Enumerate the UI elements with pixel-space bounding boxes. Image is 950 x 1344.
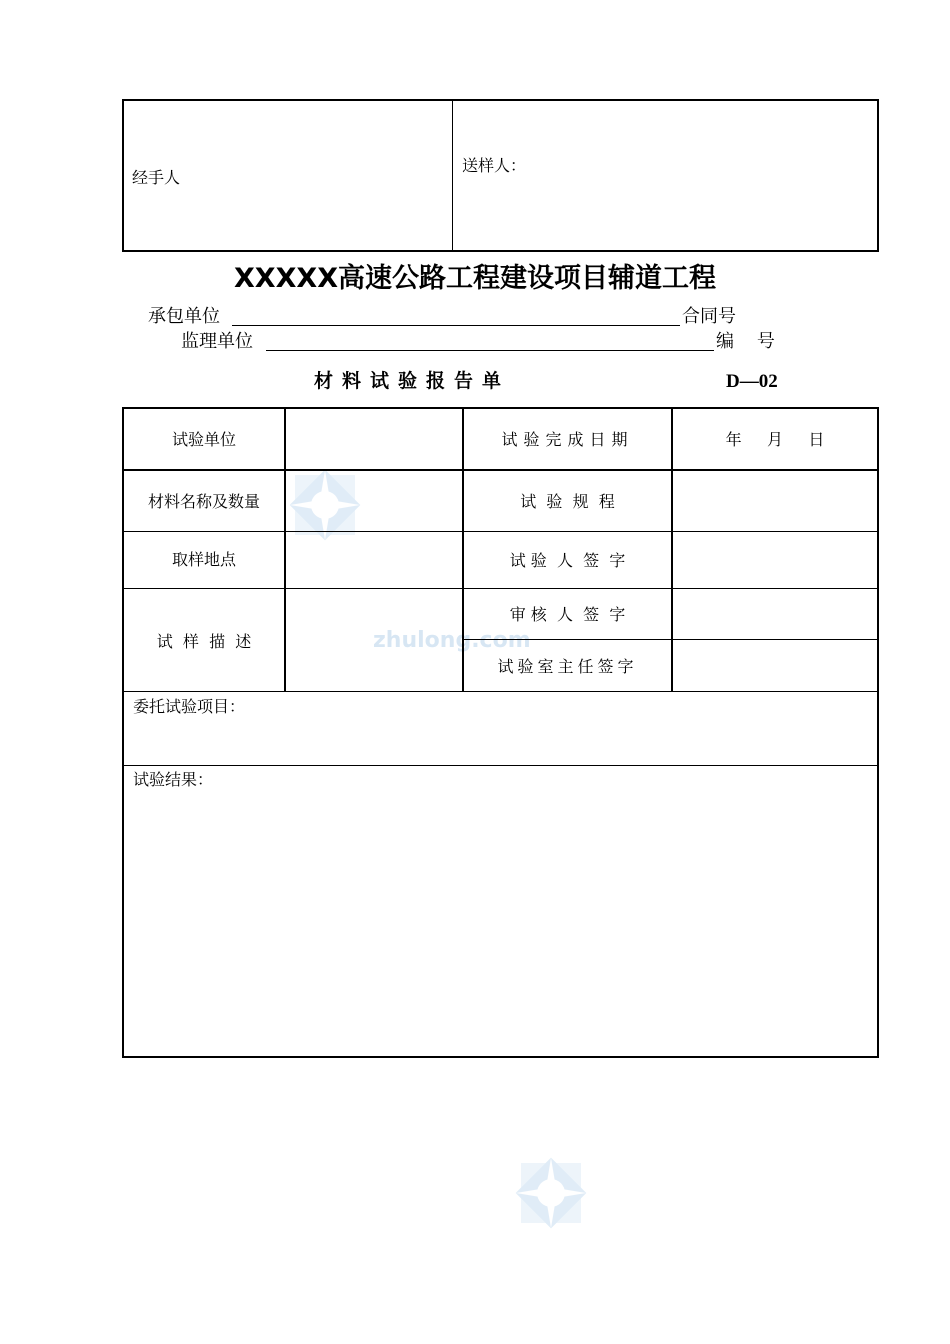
- supervisor-line: [266, 350, 714, 351]
- contractor-line: [232, 325, 680, 326]
- sampling-location-label: 取样地点: [171, 550, 236, 569]
- supervisor-label: 监理单位: [181, 331, 253, 352]
- table-row-divider: [123, 588, 878, 589]
- watermark-logo-icon: [496, 1138, 606, 1248]
- test-unit-label: 试验单位: [171, 430, 236, 449]
- director-sign-label: 试验室主任签字: [497, 657, 638, 676]
- sample-description-label: 试 样 描 述: [156, 632, 252, 651]
- table-col-divider: [671, 408, 673, 692]
- contractor-label: 承包单位: [148, 306, 220, 327]
- top-box-divider: [452, 100, 453, 251]
- test-date-value: 年 月 日: [725, 430, 825, 449]
- handler-label: 经手人: [132, 168, 181, 187]
- entrusted-items-label: 委托试验项目：: [133, 697, 246, 716]
- table-row-divider: [123, 531, 878, 532]
- test-date-label: 试验完成日期: [501, 430, 634, 449]
- reviewer-sign-label: 审 核 人 签 字: [509, 605, 626, 624]
- tester-sign-label: 试 验 人 签 字: [509, 551, 626, 570]
- watermark-text: zhulong.com: [373, 628, 531, 653]
- table-row-divider: [123, 691, 878, 692]
- table-row-divider: [123, 765, 878, 766]
- table-row-divider: [123, 469, 878, 471]
- serial-no-label: 编 号: [716, 331, 775, 352]
- table-col-divider: [462, 408, 464, 692]
- procedure-label: 试 验 规 程: [520, 492, 615, 511]
- material-label: 材料名称及数量: [147, 492, 260, 511]
- form-title: 材料试验报告单: [314, 370, 511, 392]
- contract-no-label: 合同号: [682, 306, 736, 327]
- results-label: 试验结果：: [133, 770, 214, 789]
- table-col-divider: [284, 408, 286, 692]
- page-title: XXXXX高速公路工程建设项目辅道工程: [233, 263, 717, 294]
- sender-label: 送样人：: [462, 156, 527, 175]
- form-code: D—02: [726, 371, 778, 392]
